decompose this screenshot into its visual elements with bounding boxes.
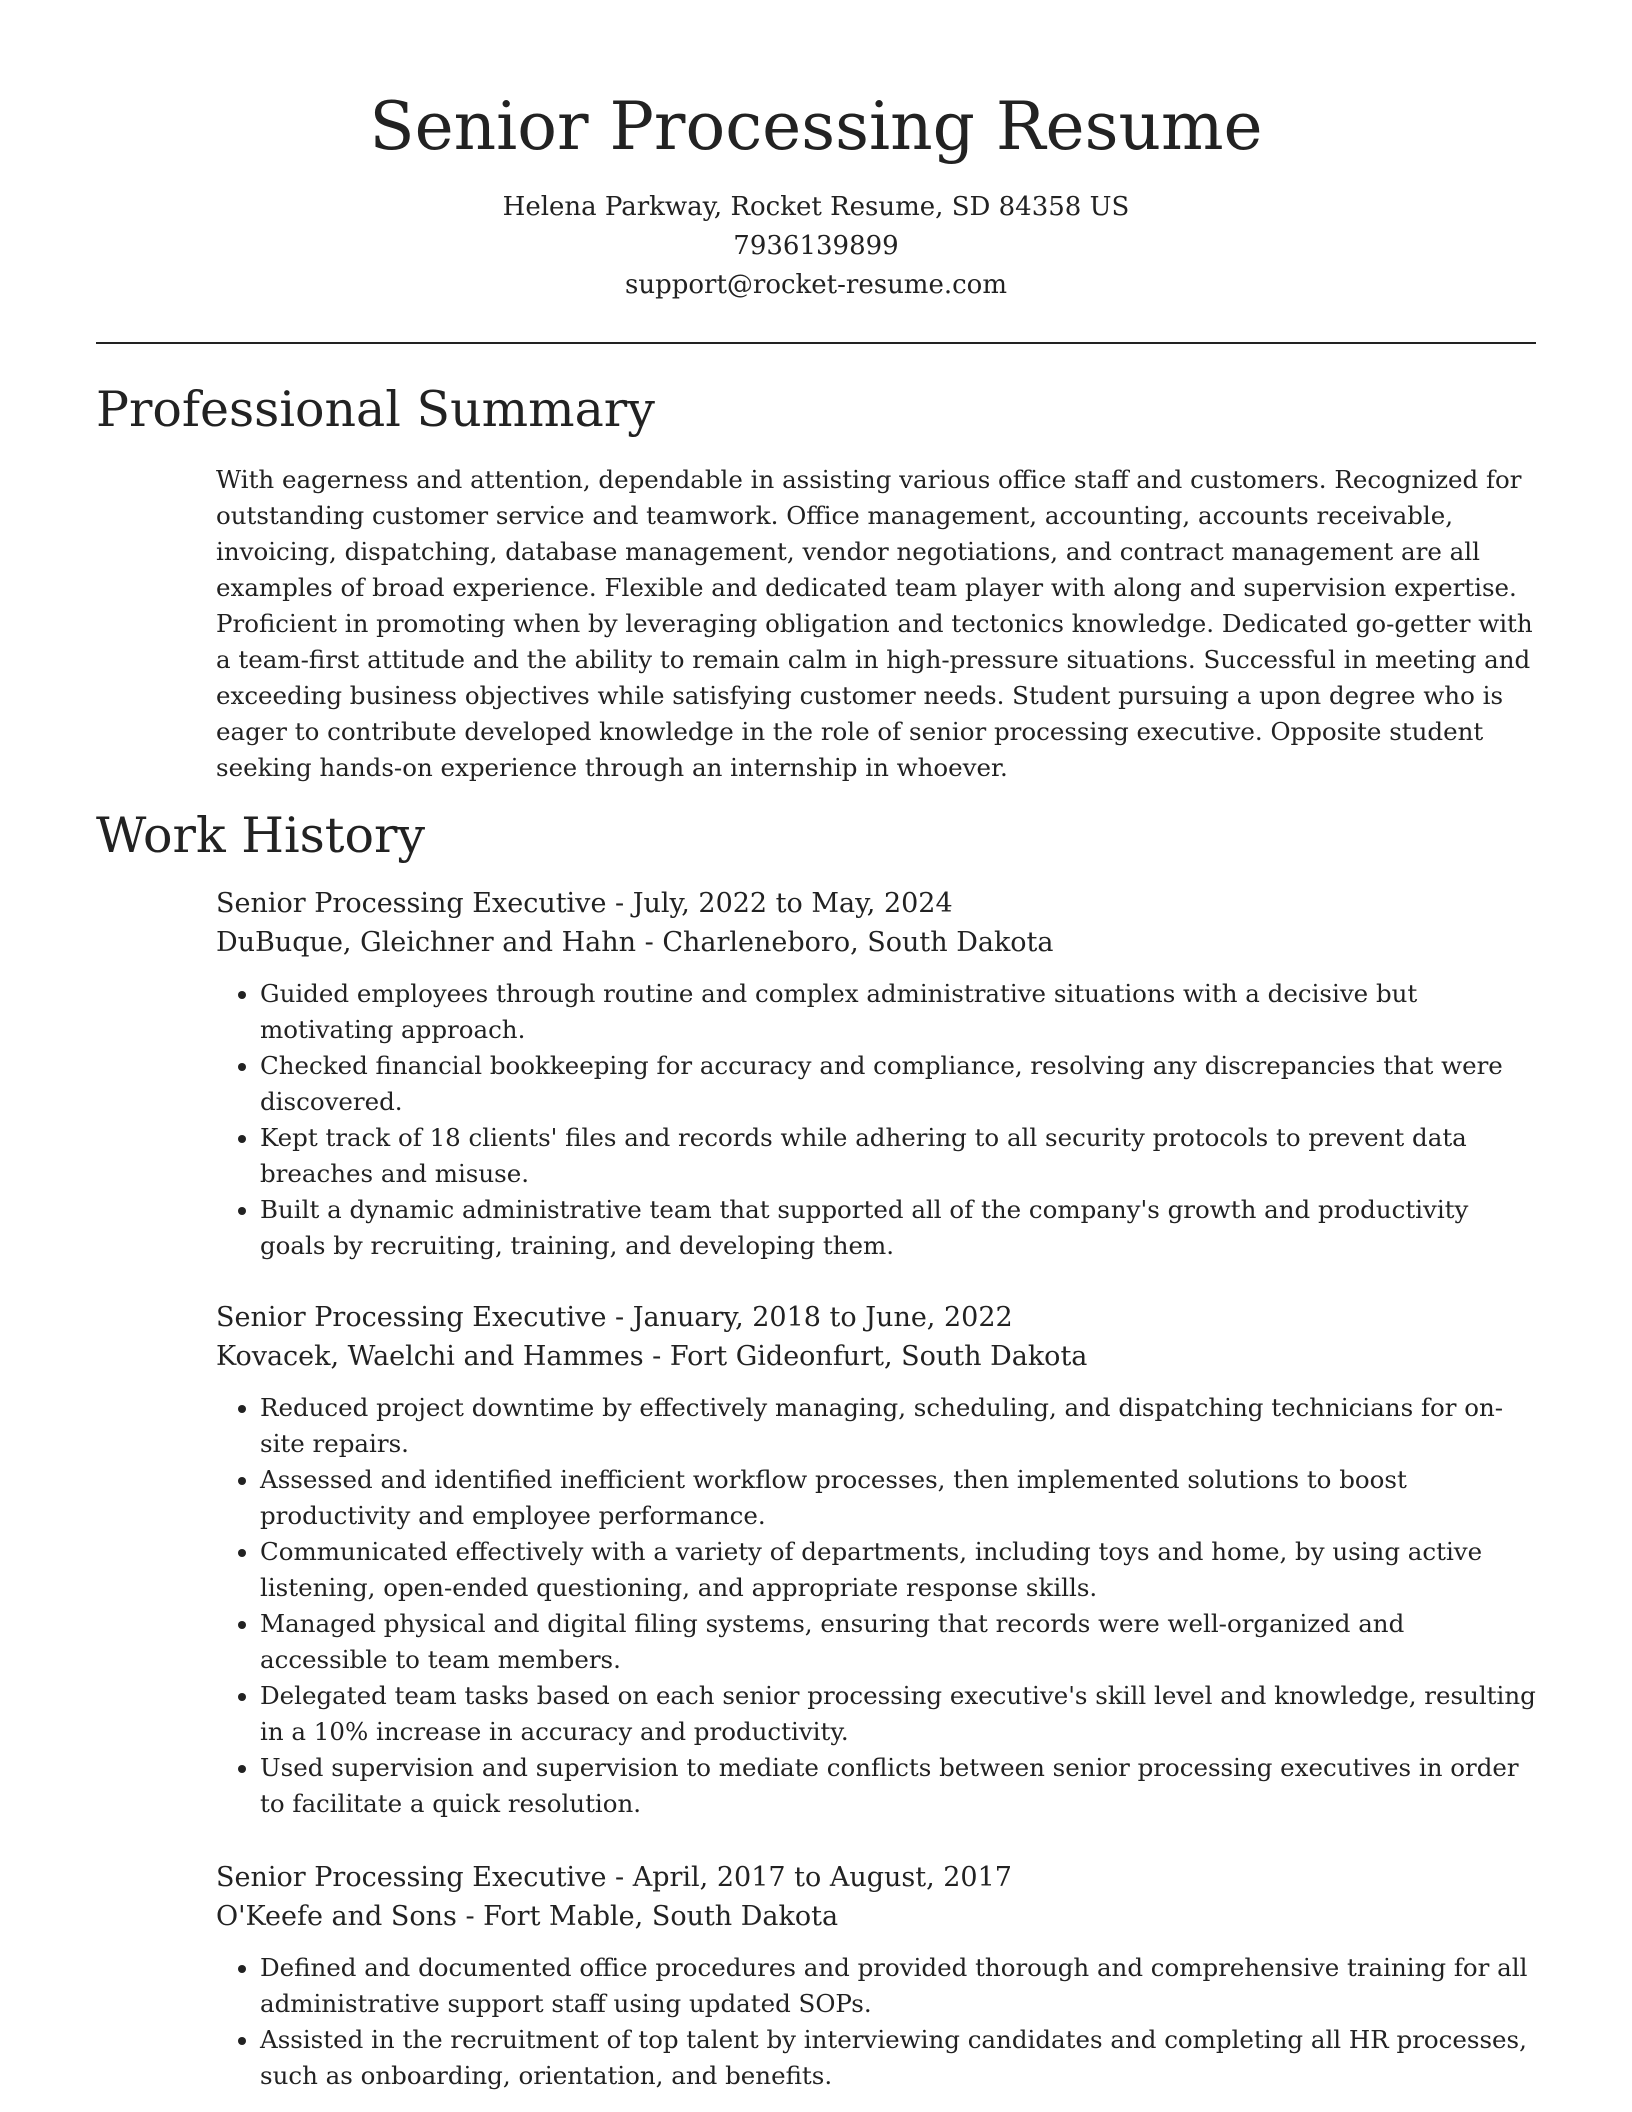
job-dates: - April, 2017 to August, 2017: [606, 1862, 1012, 1893]
summary-heading: Professional Summary: [96, 381, 655, 438]
job-title: Senior Processing Executive: [216, 1862, 607, 1893]
resume-header: [0, 0, 1632, 305]
summary-text: With eagerness and attention, dependable in assisting various office staff and customers. Recognized for outstanding customer service and teamwork. Office management, accounting, accounts receivable, invoicing, dispatching, database management, vendor negotiations, and contract management are all examples of broad experience. Flexible and dedicated team player with along and supervision expertise. Proficient in promoting when by leveraging obligation and tectonics knowledge. Dedicated go-getter with a team-first attitude and the ability to remain calm in high-pressure situations. Successful in meeting and exceeding business objectives while satisfying customer needs. Student pursuing a upon degree who is eager to contribute developed knowledge in the role of senior processing executive. Opposite student seeking hands-on experience through an internship in whoever.: [216, 465, 1533, 782]
job-entry: [216, 884, 1536, 1264]
resume-title: Senior Processing Resume: [369, 88, 1263, 165]
job-title: Senior Processing Executive: [216, 1302, 607, 1333]
list-item: • Delegated team tasks based on each senior processing executive's skill level and knowledge, resulting in a 10% increase in accuracy and productivity.: [260, 1678, 1536, 1750]
job-title: Senior Processing Executive: [216, 888, 607, 919]
list-item: • Assessed and identified inefficient workflow processes, then implemented solutions to boost productivity and employee performance.: [260, 1462, 1536, 1534]
job-company-line: [216, 1337, 1536, 1376]
job-dates: - July, 2022 to May, 2024: [606, 888, 953, 919]
job-location: - Fort Mable, South Dakota: [456, 1901, 839, 1932]
job-company-line: [216, 923, 1536, 962]
work-history-heading: Work History: [96, 807, 426, 864]
job-entry: [216, 1298, 1536, 1822]
job-company: O'Keefe and Sons: [216, 1901, 457, 1932]
list-item: • Managed physical and digital filing systems, ensuring that records were well-organized and accessible to team members.: [260, 1606, 1536, 1678]
job-bullet-list: [216, 1950, 1536, 2094]
job-bullet-list: [216, 1390, 1536, 1822]
job-location: - Fort Gideonfurt, South Dakota: [643, 1341, 1088, 1372]
list-item: • Defined and documented office procedures and provided thorough and comprehensive training for all administrative support staff using updated SOPs.: [260, 1950, 1536, 2022]
list-item: • Communicated effectively with a variety of departments, including toys and home, by using active listening, open-ended questioning, and appropriate response skills.: [260, 1534, 1536, 1606]
job-title-line: [216, 1298, 1536, 1337]
job-title-line: [216, 1858, 1536, 1897]
job-title-line: [216, 884, 1536, 923]
list-item: • Guided employees through routine and complex administrative situations with a decisive but motivating approach.: [260, 976, 1536, 1048]
list-item: • Checked financial bookkeeping for accuracy and compliance, resolving any discrepancies that were discovered.: [260, 1048, 1536, 1120]
contact-block: [0, 188, 1632, 305]
contact-email: support@rocket-resume.com: [624, 270, 1007, 300]
job-company: DuBuque, Gleichner and Hahn: [216, 927, 637, 958]
job-bullet-list: [216, 976, 1536, 1264]
list-item: • Built a dynamic administrative team that supported all of the company's growth and productivity goals by recruiting, training, and developing them.: [260, 1192, 1536, 1264]
job-company-line: [216, 1897, 1536, 1936]
list-item: • Assisted in the recruitment of top talent by interviewing candidates and completing all HR processes, such as onboarding, orientation, and benefits.: [260, 2022, 1536, 2094]
header-divider: [96, 342, 1536, 344]
job-dates: - January, 2018 to June, 2022: [606, 1302, 1013, 1333]
list-item: • Kept track of 18 clients' files and records while adhering to all security protocols to prevent data breaches and misuse.: [260, 1120, 1536, 1192]
job-entry: [216, 1858, 1536, 2094]
contact-phone: 7936139899: [733, 231, 899, 261]
job-company: Kovacek, Waelchi and Hammes: [216, 1341, 644, 1372]
list-item: • Used supervision and supervision to mediate conflicts between senior processing executives in order to facilitate a quick resolution.: [260, 1750, 1536, 1822]
job-location: - Charleneboro, South Dakota: [636, 927, 1054, 958]
list-item: • Reduced project downtime by effectively managing, scheduling, and dispatching technicians for on-site repairs.: [260, 1390, 1536, 1462]
contact-address: Helena Parkway, Rocket Resume, SD 84358 US: [502, 192, 1130, 222]
